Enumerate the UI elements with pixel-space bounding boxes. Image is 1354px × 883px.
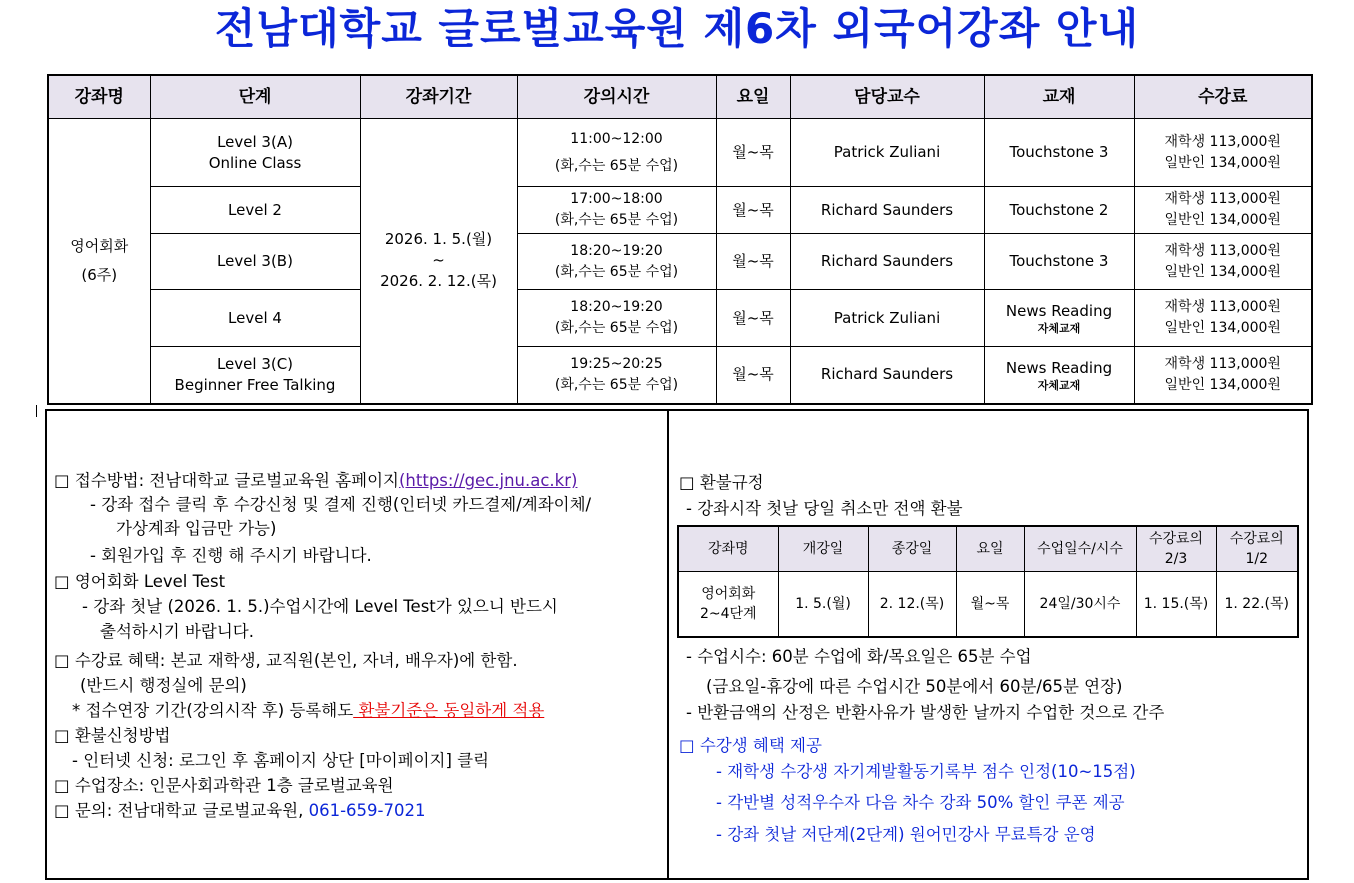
time-note: (화,수는 65분 수업) [554,157,679,174]
fee-student: 재학생 113,000원 [1164,191,1281,207]
fee-student: 재학생 113,000원 [1164,133,1281,150]
benefit-sub2-line [72,700,544,722]
perk-item-3: - 강좌 첫날 저단계(2단계) 원어민강사 무료특강 운영 [716,825,1096,844]
period-line2: ~ [432,251,445,270]
refund-header-end: 종강일 [868,526,956,572]
header-professor: 담당교수 [790,75,984,119]
professor-cell: Richard Saunders [790,187,984,234]
day-cell: 월~목 [716,347,790,404]
refund-rule-sub: - 강좌시작 첫날 당일 취소만 전액 환불 [686,499,963,518]
refund-course-cell [678,572,778,638]
day-cell: 월~목 [716,119,790,187]
table-row [48,290,1312,347]
refund-half-cell: 1. 22.(목) [1216,572,1298,638]
refund-end-cell: 2. 12.(목) [868,572,956,638]
textbook-cell [984,347,1134,404]
professor-cell: Richard Saunders [790,234,984,290]
refund-days-hours-cell: 24일/30시수 [1024,572,1136,638]
fee-student: 재학생 113,000원 [1164,355,1281,372]
level-cell: Level 3(B) [150,234,360,290]
level-test-sub1: - 강좌 첫날 (2026. 1. 5.)수업시간에 Level Test가 있으니 반드시 [82,597,558,616]
benefit-label: □ 수강료 혜택: 본교 재학생, 교직원(본인, 자녀, 배우자)에 한함. [54,651,518,670]
level-line1: Level 3(C) [216,354,294,373]
time-cell [517,187,716,234]
time-value: 17:00~18:00 [570,191,663,207]
fee-general: 일반인 134,000원 [1164,376,1281,393]
level-test-label: □ 영어회화 Level Test [54,572,226,591]
registration-label: □ 접수방법: 전남대학교 글로벌교육원 홈페이지 [54,471,399,490]
time-note: (화,수는 65분 수업) [554,376,679,393]
level-line2: Online Class [208,153,302,172]
contact-line [54,800,425,822]
fee-student: 재학생 113,000원 [1164,299,1281,315]
place-line: □ 수업장소: 인문사회과학관 1층 글로벌교육원 [54,776,394,795]
fee-student: 재학생 113,000원 [1164,242,1281,259]
text-cursor [36,405,37,417]
refund-header-row [678,526,1298,572]
refund-header-half: 수강료의 1/2 [1216,526,1298,572]
header-course: 강좌명 [48,75,150,119]
refund-two-thirds-cell: 1. 15.(목) [1136,572,1216,638]
info-divider [667,409,669,880]
professor-cell: Patrick Zuliani [790,290,984,347]
textbook-cell: Touchstone 3 [984,234,1134,290]
table-row [48,187,1312,234]
time-cell [517,234,716,290]
fee-cell [1134,234,1312,290]
period-line3: 2026. 2. 12.(목) [380,272,497,291]
schedule-table [47,74,1313,405]
header-fee: 수강료 [1134,75,1312,119]
perk-item-1: - 재학생 수강생 자기계발활동기록부 점수 인정(10~15점) [716,762,1136,781]
time-note: (화,수는 65분 수업) [554,263,679,280]
period-line1: 2026. 1. 5.(월) [384,230,493,249]
contact-label: □ 문의: 전남대학교 글로벌교육원, [54,801,309,820]
period-cell [360,119,517,404]
refund-table [677,525,1299,638]
header-period: 강좌기간 [360,75,517,119]
registration-sub1b: 가상계좌 입금만 가능) [116,519,277,538]
course-name-line1: 영어회화 [70,236,129,255]
registration-sub1: - 강좌 접수 클릭 후 수강신청 및 결제 진행(인터넷 카드결제/계좌이체/ [90,495,592,514]
fee-cell [1134,119,1312,187]
refund-header-day: 요일 [956,526,1024,572]
time-value: 18:20~19:20 [570,242,663,259]
level-cell: Level 2 [150,187,360,234]
time-note: (화,수는 65분 수업) [554,212,679,228]
registration-link[interactable]: (https://gec.jnu.ac.kr) [398,471,578,490]
fee-cell [1134,290,1312,347]
hours-note2: (금요일-휴강에 따른 수업시간 50분에서 60분/65분 연장) [706,677,1123,696]
header-level: 단계 [150,75,360,119]
table-row [48,347,1312,404]
perk-label: □ 수강생 혜택 제공 [679,736,822,755]
textbook-title: News Reading [1005,358,1113,377]
header-textbook: 교재 [984,75,1134,119]
refund-day-cell: 월~목 [956,572,1024,638]
professor-cell: Richard Saunders [790,347,984,404]
benefit-sub2: * 접수연장 기간(강의시작 후) 등록해도 [72,701,354,720]
level-test-sub1b: 출석하시기 바랍니다. [100,622,254,641]
registration-sub2: - 회원가입 후 진행 해 주시기 바랍니다. [90,546,372,565]
fee-general: 일반인 134,000원 [1164,154,1281,171]
time-cell [517,290,716,347]
refund-header-days-hours: 수업일수/시수 [1024,526,1136,572]
day-cell: 월~목 [716,187,790,234]
refund-header-start: 개강일 [778,526,868,572]
textbook-note: 자체교재 [1037,322,1081,335]
time-value: 19:25~20:25 [570,355,663,372]
contact-phone: 061-659-7021 [308,801,426,820]
perk-item-2: - 각반별 성적우수자 다음 차수 강좌 50% 할인 쿠폰 제공 [716,793,1125,812]
table-row [678,572,1298,638]
textbook-cell: Touchstone 3 [984,119,1134,187]
time-cell [517,119,716,187]
refund-rule-label: □ 환불규정 [679,473,764,492]
fee-general: 일반인 134,000원 [1164,320,1281,336]
refund-header-course: 강좌명 [678,526,778,572]
day-cell: 월~목 [716,234,790,290]
textbook-note: 자체교재 [1037,378,1081,392]
refund-start-cell: 1. 5.(월) [778,572,868,638]
benefit-sub2-red: 환불기준은 동일하게 적용 [353,701,545,720]
time-value: 11:00~12:00 [570,130,663,147]
fee-general: 일반인 134,000원 [1164,212,1281,228]
level-line1: Level 3(A) [217,132,293,151]
professor-cell: Patrick Zuliani [790,119,984,187]
header-time: 강의시간 [517,75,716,119]
registration-line [54,470,577,492]
calc-note: - 반환금액의 산정은 반환사유가 발생한 날까지 수업한 것으로 간주 [686,703,1165,722]
benefit-sub1: (반드시 행정실에 문의) [80,676,247,695]
fee-cell [1134,347,1312,404]
level-cell [150,119,360,187]
time-cell [517,347,716,404]
course-name-line2: (6주) [81,265,118,284]
page-title: 전남대학교 글로벌교육원 제6차 외국어강좌 안내 [214,4,1140,53]
header-day: 요일 [716,75,790,119]
textbook-cell: Touchstone 2 [984,187,1134,234]
table-row [48,119,1312,187]
refund-header-two-thirds: 수강료의 2/3 [1136,526,1216,572]
schedule-header-row [48,75,1312,119]
level-line2: Beginner Free Talking [174,375,336,394]
level-cell: Level 4 [150,290,360,347]
time-note: (화,수는 65분 수업) [554,320,679,336]
fee-cell [1134,187,1312,234]
day-cell: 월~목 [716,290,790,347]
textbook-title: News Reading [1005,302,1113,320]
textbook-cell [984,290,1134,347]
refund-method-label: □ 환불신청방법 [54,726,171,745]
refund-method-sub: - 인터넷 신청: 로그인 후 홈페이지 상단 [마이페이지] 클릭 [72,751,490,770]
fee-general: 일반인 134,000원 [1164,263,1281,280]
time-value: 18:20~19:20 [570,299,663,315]
refund-course-line2: 2~4단계 [699,606,757,622]
level-cell [150,347,360,404]
course-name-cell [48,119,150,404]
table-row [48,234,1312,290]
refund-course-line1: 영어회화 [701,586,756,602]
hours-note1: - 수업시수: 60분 수업에 화/목요일은 65분 수업 [686,647,1032,666]
